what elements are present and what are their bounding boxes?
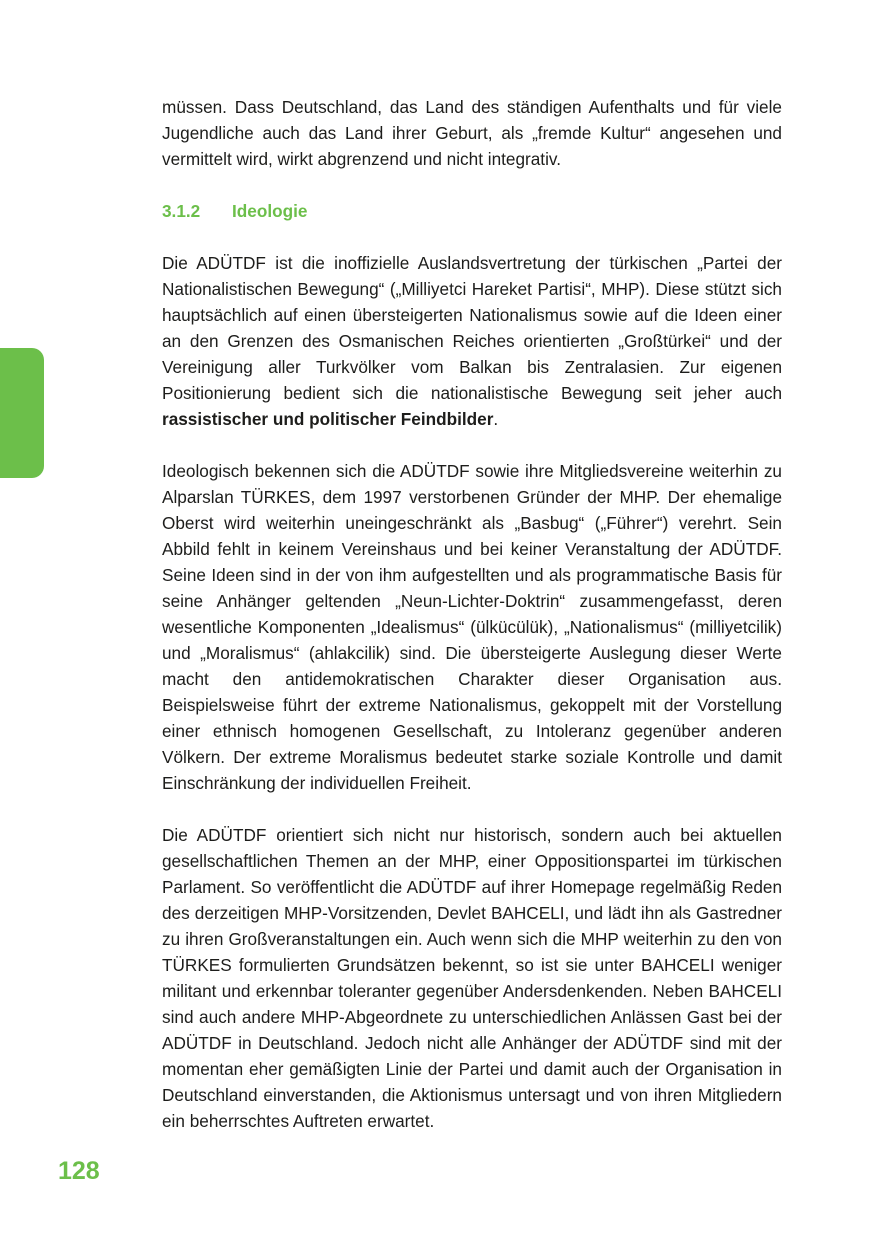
paragraph-3: Die ADÜTDF orientiert sich nicht nur historisch, sondern auch bei aktuellen gesellschaftlichen Themen an der MHP, einer Oppositionspartei im türkischen Parlament. So veröffentlicht die ADÜTDF auf ihrer Homepage regelmäßig Reden des derzeitigen MHP-Vorsitzenden, Devlet BAHCELI, und lädt ihn als Gastredner zu ihren Großveranstaltungen ein. Auch wenn sich die MHP weiterhin zu den von TÜRKES formulierten Grundsätzen bekennt, so ist sie unter BAHCELI weniger militant und erkennbar toleranter gegenüber Andersdenkenden. Neben BAHCELI sind auch andere MHP-Abgeordnete zu unterschiedlichen Anlässen Gast bei der ADÜTDF in Deutschland. Jedoch nicht alle Anhänger der ADÜTDF sind mit der momentan eher gemäßigten Linie der Partei und damit auch der Organisation in Deutschland einverstanden, die Aktionismus untersagt und von ihren Mitgliedern ein beherrschtes Auftreten erwartet.: [162, 825, 782, 1131]
section-heading: [162, 198, 782, 224]
section-title: Ideologie: [232, 201, 308, 221]
paragraph-1-end: .: [493, 409, 499, 429]
page-number: 128: [58, 1157, 100, 1185]
paragraph-2: Ideologisch bekennen sich die ADÜTDF sowie ihre Mitgliedsvereine weiterhin zu Alparslan TÜRKES, dem 1997 verstorbenen Gründer der MHP. Der ehemalige Oberst wird weiterhin uneingeschränkt als „Basbug“ („Führer“) verehrt. Sein Abbild fehlt in keinem Vereinshaus und bei keiner Veranstaltung der ADÜTDF. Seine Ideen sind in der von ihm aufgestellten und als programmatische Basis für seine Anhänger geltenden „Neun-Lichter-Doktrin“ zusammengefasst, deren wesentliche Komponenten „Idealismus“ (ülkücülük), „Nationalismus“ (milliyetcilik) und „Moralismus“ (ahlakcilik) sind. Die übersteigerte Auslegung dieser Werte macht den antidemokratischen Charakter dieser Organisation aus. Beispielsweise führt der extreme Nationalismus, gekoppelt mit der Vorstellung einer ethnisch homogenen Gesellschaft, zu Intoleranz gegenüber anderen Völkern. Der extreme Moralismus bedeutet starke soziale Kontrolle und damit Einschränkung der individuellen Freiheit.: [162, 461, 782, 793]
page-content: [162, 94, 782, 1134]
paragraph-1-text: Die ADÜTDF ist die inoffizielle Auslandsvertretung der türkischen „Partei der Nationalistischen Bewegung“ („Milliyetci Hareket Partisi“, MHP). Diese stützt sich hauptsächlich auf einen übersteigerten Nationalismus sowie auf die Ideen einer an den Grenzen des Osmanischen Reiches orientierten „Großtürkei“ und der Vereinigung aller Turkvölker vom Balkan bis Zentralasien. Zur eigenen Positionierung bedient sich die nationalistische Bewegung seit jeher auch: [162, 253, 782, 403]
section-number: 3.1.2: [162, 201, 201, 221]
intro-paragraph: müssen. Dass Deutschland, das Land des ständigen Aufenthalts und für viele Jugendliche auch das Land ihrer Geburt, als „fremde Kultur“ angesehen und vermittelt wird, wirkt abgrenzend und nicht integrativ.: [162, 97, 782, 169]
paragraph-1: [162, 250, 782, 432]
chapter-tab-marker: [0, 348, 44, 478]
paragraph-1-bold: rassistischer und politischer Feindbilder: [162, 409, 494, 429]
